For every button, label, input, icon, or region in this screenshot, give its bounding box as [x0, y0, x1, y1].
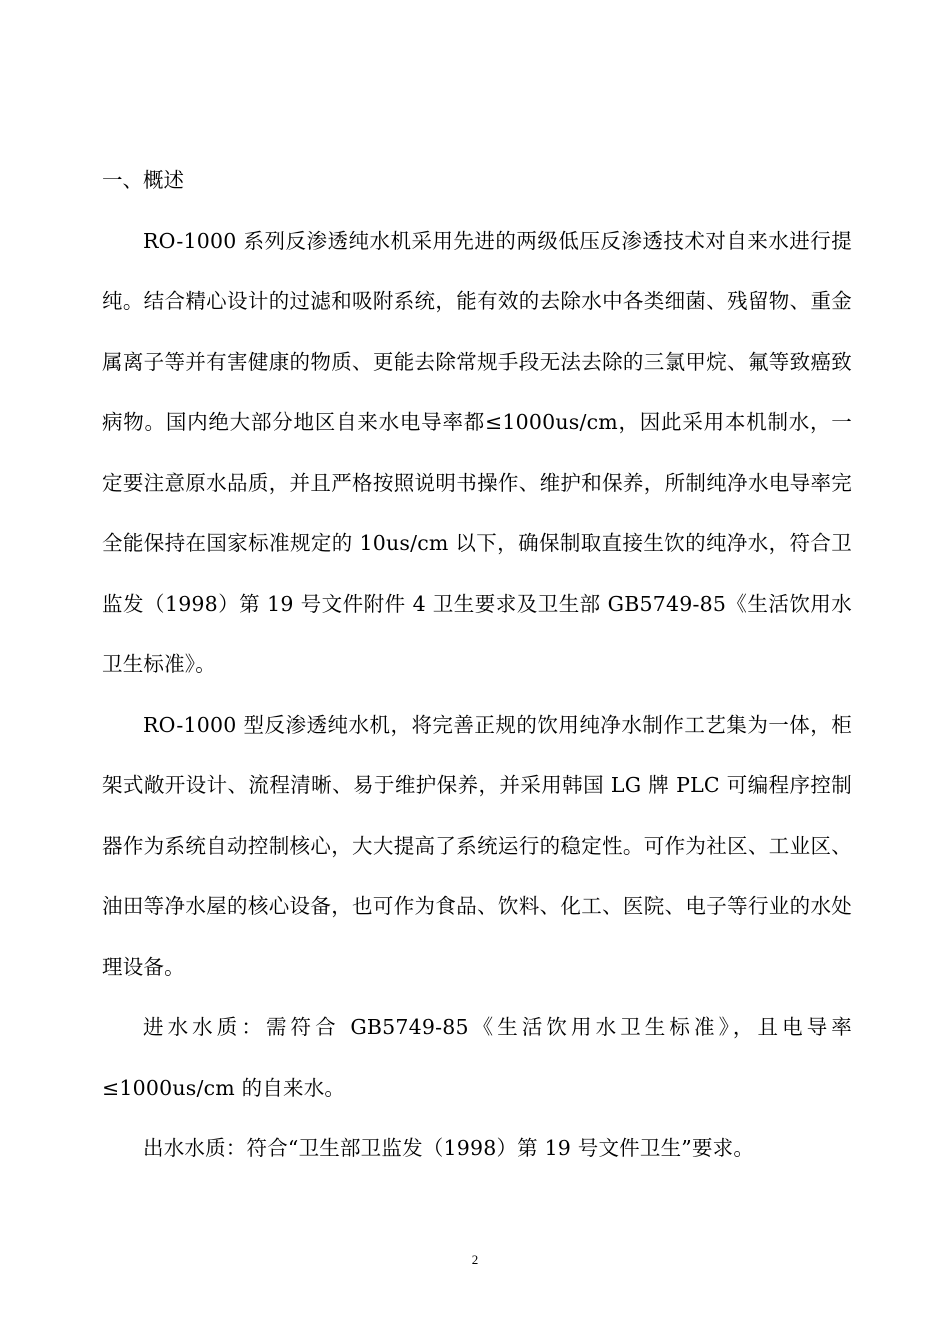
page-number: 2 — [471, 1252, 479, 1267]
paragraph-overview: RO-1000 系列反渗透纯水机采用先进的两级低压反渗透技术对自来水进行提纯。结合精心设计的过滤和吸附系统，能有效的去除水中各类细菌、残留物、重金属离子等并有害健康的物质、更能去除常规手段无法去除的三氯甲烷、氟等致癌致病物。国内绝大部分地区自来水电导率都≤1000us/cm，因此采用本机制水，一定要注意原水品质，并且严格按照说明书操作、维护和保养，所制纯净水电导率完全能保持在国家标准规定的 10us/cm 以下，确保制取直接生饮的纯净水，符合卫监发（1998）第 19 号文件附件 4 卫生要求及卫生部 GB5749-85《生活饮用水卫生标准》。 — [102, 228, 852, 676]
paragraph-outlet-water-quality: 出水水质：符合“卫生部卫监发（1998）第 19 号文件卫生”要求。 — [143, 1136, 755, 1160]
document-body — [102, 150, 852, 1179]
paragraph-design: RO-1000 型反渗透纯水机，将完善正规的饮用纯净水制作工艺集为一体，柜架式敞开设计、流程清晰、易于维护保养，并采用韩国 LG 牌 PLC 可编程序控制器作为系统自动控制核心，大大提高了系统运行的稳定性。可作为社区、工业区、油田等净水屋的核心设备，也可作为食品、饮料、化工、医院、电子等行业的水处理设备。 — [102, 712, 852, 979]
section-heading: 一、概述 — [102, 168, 184, 192]
paragraph-inlet-water-quality: 进水水质：需符合 GB5749-85《生活饮用水卫生标准》，且电导率≤1000us/cm 的自来水。 — [102, 1015, 852, 1100]
